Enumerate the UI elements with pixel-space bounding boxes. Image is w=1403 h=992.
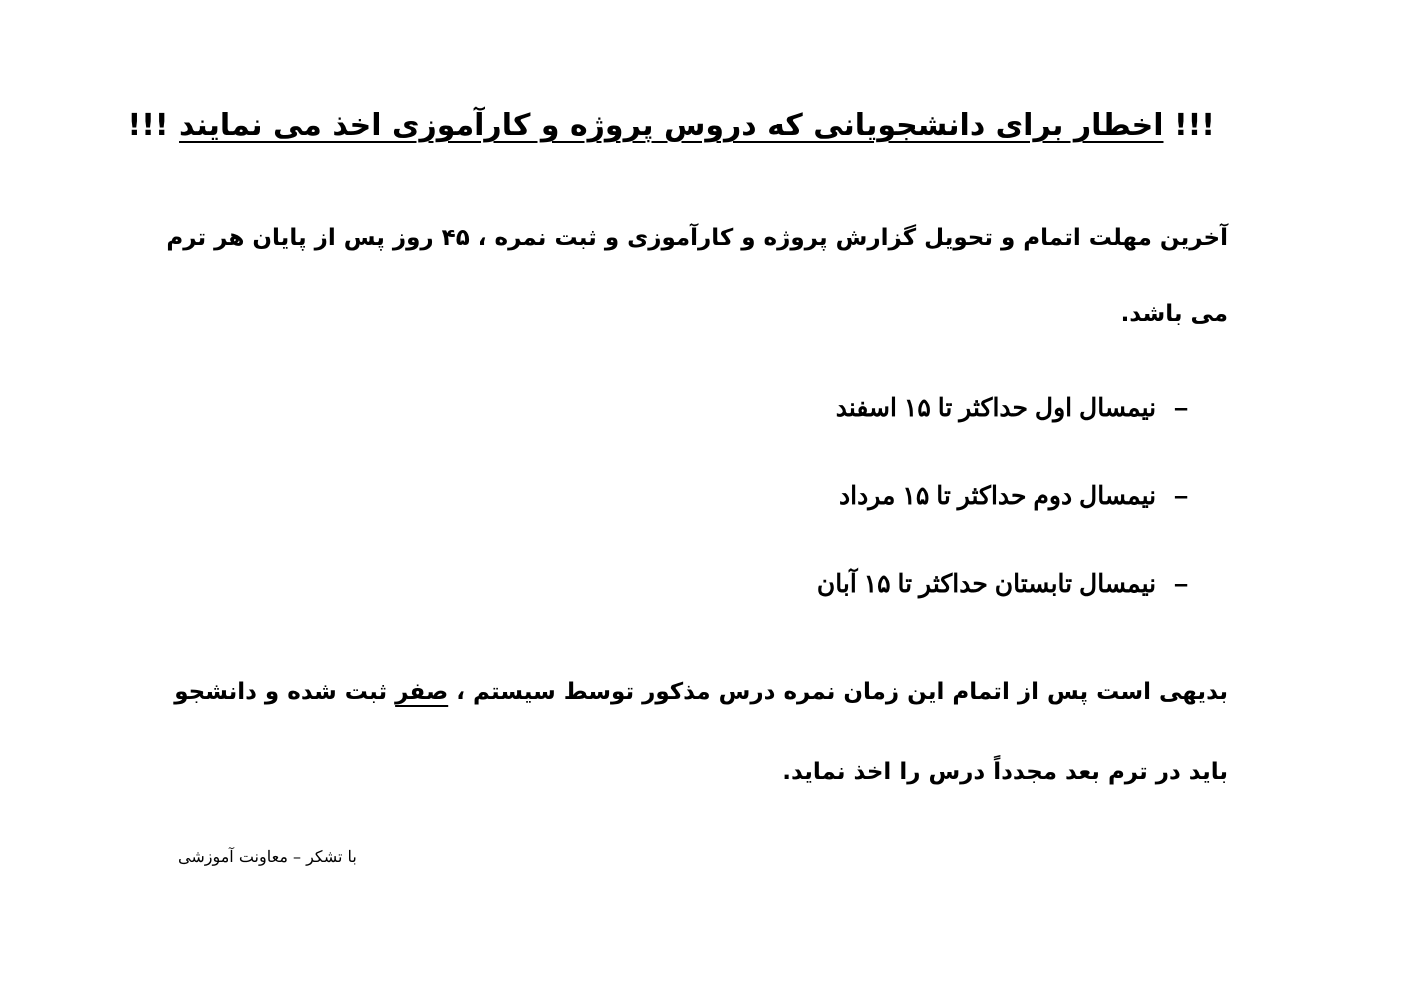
semester-item-text: نیمسال اول حداکثر تا ۱۵ اسفند xyxy=(835,394,1157,422)
title-suffix: !!! xyxy=(127,108,180,143)
warning-paragraph-line-1 xyxy=(174,668,1228,716)
deadline-paragraph-line-2: می باشد. xyxy=(1120,301,1228,327)
semester-deadline-list xyxy=(488,384,1188,648)
warning-text-after: ثبت شده و دانشجو xyxy=(174,679,396,705)
semester-item-summer xyxy=(488,560,1188,648)
semester-item-second xyxy=(488,472,1188,560)
zero-grade-emphasis: صفر xyxy=(395,679,449,705)
semester-item-text: نیمسال دوم حداکثر تا ۱۵ مرداد xyxy=(839,482,1157,510)
warning-paragraph-line-2: باید در ترم بعد مجدداً درس را اخذ نماید. xyxy=(782,759,1228,785)
notice-title xyxy=(127,98,1215,154)
deadline-paragraph-line-1: آخرین مهلت اتمام و تحویل گزارش پروژه و کارآموزی و ثبت نمره ، ۴۵ روز پس از پایان هر ترم xyxy=(166,225,1228,251)
title-underlined-text: اخطار برای دانشجویانی که دروس پروژه و کارآموزی اخذ می نمایند xyxy=(179,108,1164,143)
semester-item-first xyxy=(488,384,1188,472)
semester-item-text: نیمسال تابستان حداکثر تا ۱۵ آبان xyxy=(816,570,1157,598)
list-dash: – xyxy=(1174,394,1188,422)
title-prefix: !!! xyxy=(1163,108,1215,143)
signature-line: با تشکر – معاونت آموزشی xyxy=(178,847,357,866)
list-dash: – xyxy=(1174,482,1188,510)
list-dash: – xyxy=(1174,570,1188,598)
warning-text-before: بدیهی است پس از اتمام این زمان نمره درس مذکور توسط سیستم ، xyxy=(448,679,1228,705)
